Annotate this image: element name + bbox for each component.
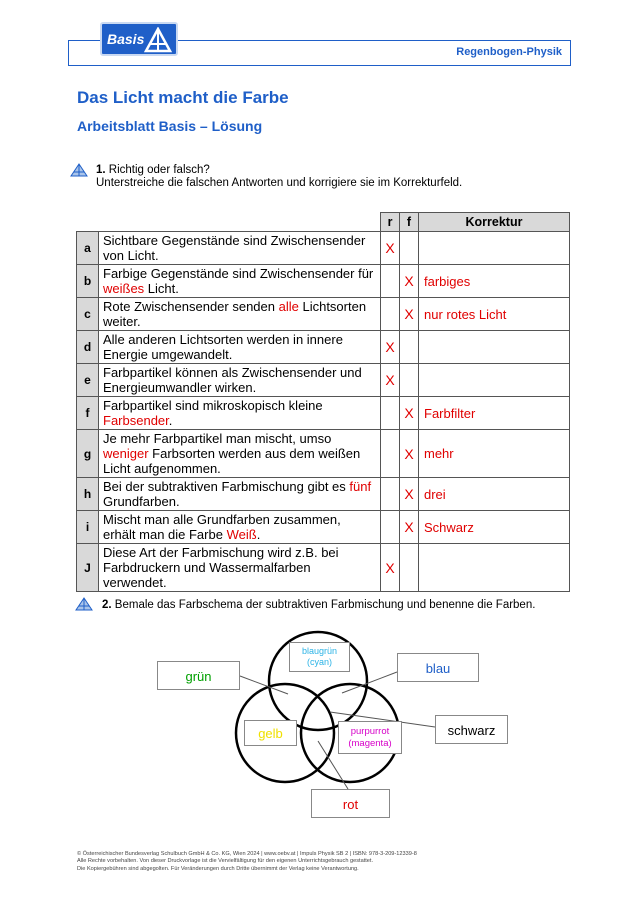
row-letter: a	[77, 232, 99, 265]
statement-wrong-word: fünf	[349, 479, 372, 494]
statement-wrong-word: Weiß	[226, 527, 257, 542]
table-row	[77, 298, 570, 331]
header-blank	[77, 213, 381, 232]
label-gelb	[244, 720, 297, 746]
row-statement	[99, 430, 381, 478]
row-statement	[99, 511, 381, 544]
label-schwarz-text: schwarz	[447, 723, 496, 738]
row-letter: c	[77, 298, 99, 331]
label-purpurrot	[338, 721, 402, 754]
task1-line2: Unterstreiche die falschen Antworten und korrigiere sie im Korrekturfeld.	[96, 177, 463, 189]
statement-text: Rote Zwischensender senden	[103, 299, 279, 314]
row-mark-f	[400, 364, 419, 397]
row-korrektur: mehr	[419, 430, 570, 478]
table-row	[77, 544, 570, 592]
header-f: f	[400, 213, 419, 232]
label-gelb-text: gelb	[258, 726, 283, 741]
basis-logo	[100, 22, 178, 56]
label-gruen	[157, 661, 240, 690]
table-header-row	[77, 213, 570, 232]
row-korrektur: farbiges	[419, 265, 570, 298]
row-mark-r: X	[381, 232, 400, 265]
row-mark-f	[400, 232, 419, 265]
row-mark-r	[381, 397, 400, 430]
footer	[77, 851, 417, 873]
statement-wrong-word: weißes	[103, 281, 145, 296]
table-body	[77, 232, 570, 592]
row-mark-f: X	[400, 430, 419, 478]
table-row	[77, 331, 570, 364]
statement-text: Grundfarben.	[103, 494, 180, 509]
row-letter: g	[77, 430, 99, 478]
row-mark-r	[381, 265, 400, 298]
row-korrektur: drei	[419, 478, 570, 511]
label-blau	[397, 653, 479, 682]
row-mark-f: X	[400, 298, 419, 331]
table-row	[77, 430, 570, 478]
statement-text: Farbpartikel sind mikroskopisch kleine	[103, 398, 323, 413]
row-korrektur: Schwarz	[419, 511, 570, 544]
row-mark-r	[381, 298, 400, 331]
table-row	[77, 511, 570, 544]
row-statement	[99, 364, 381, 397]
row-letter: b	[77, 265, 99, 298]
table-row	[77, 397, 570, 430]
series-name: Regenbogen-Physik	[456, 46, 562, 58]
row-mark-r	[381, 430, 400, 478]
row-mark-r: X	[381, 331, 400, 364]
table-row	[77, 232, 570, 265]
row-letter: h	[77, 478, 99, 511]
triangle-logo-icon	[144, 27, 172, 53]
footer-line3: Die Kopiergebühren sind abgegolten. Für Veränderungen durch Dritte übernimmt der Verlag keine Verantwortung.	[77, 865, 359, 872]
row-mark-r: X	[381, 544, 400, 592]
footer-line2: Alle Rechte vorbehalten. Von dieser Druckvorlage ist die Vervielfältigung für den eigenen Unterrichtsgebrauch gestattet.	[77, 858, 374, 865]
row-mark-r	[381, 478, 400, 511]
row-letter: f	[77, 397, 99, 430]
label-blaugruen-line2: (cyan)	[306, 657, 332, 667]
true-false-table	[76, 212, 570, 592]
row-mark-r: X	[381, 364, 400, 397]
row-letter: i	[77, 511, 99, 544]
statement-wrong-word: weniger	[103, 446, 149, 461]
table-row	[77, 478, 570, 511]
statement-text: Lichtsorten weiter.	[103, 299, 367, 329]
logo-text: Basis	[107, 31, 145, 47]
header-korrektur: Korrektur	[419, 213, 570, 232]
statement-text: Mischt man alle Grundfarben zusammen, erhält man die Farbe	[103, 512, 341, 542]
row-statement	[99, 298, 381, 331]
statement-text: Sichtbare Gegenstände sind Zwischensender von Licht.	[103, 233, 366, 263]
row-letter: e	[77, 364, 99, 397]
table-row	[77, 265, 570, 298]
header-r: r	[381, 213, 400, 232]
row-korrektur	[419, 232, 570, 265]
row-korrektur	[419, 364, 570, 397]
statement-text: .	[168, 413, 173, 428]
statement-wrong-word: alle	[278, 299, 299, 314]
task1-line1: Richtig oder falsch?	[108, 164, 210, 176]
row-mark-f: X	[400, 265, 419, 298]
statement-text: Farbige Gegenstände sind Zwischensender für	[103, 266, 374, 281]
statement-text: Bei der subtraktiven Farbmischung gibt es	[103, 479, 350, 494]
row-mark-f	[400, 544, 419, 592]
row-korrektur: nur rotes Licht	[419, 298, 570, 331]
row-mark-f	[400, 331, 419, 364]
task2-line: Bemale das Farbschema der subtraktiven Farbmischung und benenne die Farben.	[114, 599, 536, 611]
row-korrektur: Farbfilter	[419, 397, 570, 430]
table-row	[77, 364, 570, 397]
row-mark-f: X	[400, 511, 419, 544]
row-mark-r	[381, 511, 400, 544]
row-statement	[99, 265, 381, 298]
statement-text: Alle anderen Lichtsorten werden in innere Energie umgewandelt.	[103, 332, 343, 362]
statement-text: .	[256, 527, 261, 542]
task2-number: 2.	[102, 599, 112, 611]
statement-wrong-word: Farbsender	[103, 413, 169, 428]
label-schwarz	[435, 715, 508, 744]
statement-text: Farbsorten werden aus dem weißen Licht aufgenommen.	[103, 446, 361, 476]
row-korrektur	[419, 331, 570, 364]
row-letter: d	[77, 331, 99, 364]
statement-text: Diese Art der Farbmischung wird z.B. bei Farbdruckern und Wassermalfarben verwendet.	[103, 545, 339, 590]
footer-line1: © Österreichischer Bundesverlag Schulbuch GmbH & Co. KG, Wien 2024 | www.oebv.at | Impuls Physik SB 2 | ISBN: 978-3-209-12339-8	[77, 851, 417, 857]
task1-number: 1.	[96, 164, 106, 176]
label-rot	[311, 789, 390, 818]
label-purpurrot-line2: (magenta)	[348, 738, 392, 749]
row-statement	[99, 544, 381, 592]
page-title: Das Licht macht die Farbe	[77, 88, 289, 107]
row-korrektur	[419, 544, 570, 592]
statement-text: Je mehr Farbpartikel man mischt, umso	[103, 431, 332, 446]
basis-triangle-icon	[70, 163, 88, 177]
row-statement	[99, 478, 381, 511]
statement-text: Licht.	[144, 281, 179, 296]
task1-text	[96, 164, 462, 190]
label-rot-text: rot	[342, 797, 359, 812]
statement-text: Farbpartikel können als Zwischensender und Energieumwandler wirken.	[103, 365, 362, 395]
label-gruen-text: grün	[185, 669, 212, 684]
label-blaugruen-line1: blaugrün	[301, 646, 338, 656]
row-mark-f: X	[400, 478, 419, 511]
row-statement	[99, 397, 381, 430]
row-letter: J	[77, 544, 99, 592]
row-mark-f: X	[400, 397, 419, 430]
row-statement	[99, 331, 381, 364]
page-subtitle: Arbeitsblatt Basis – Lösung	[77, 118, 263, 134]
label-blau-text: blau	[425, 661, 451, 676]
label-purpurrot-line1: purpurrot	[350, 726, 390, 737]
row-statement	[99, 232, 381, 265]
label-blaugruen	[289, 642, 350, 672]
pointer-blau	[342, 672, 397, 693]
